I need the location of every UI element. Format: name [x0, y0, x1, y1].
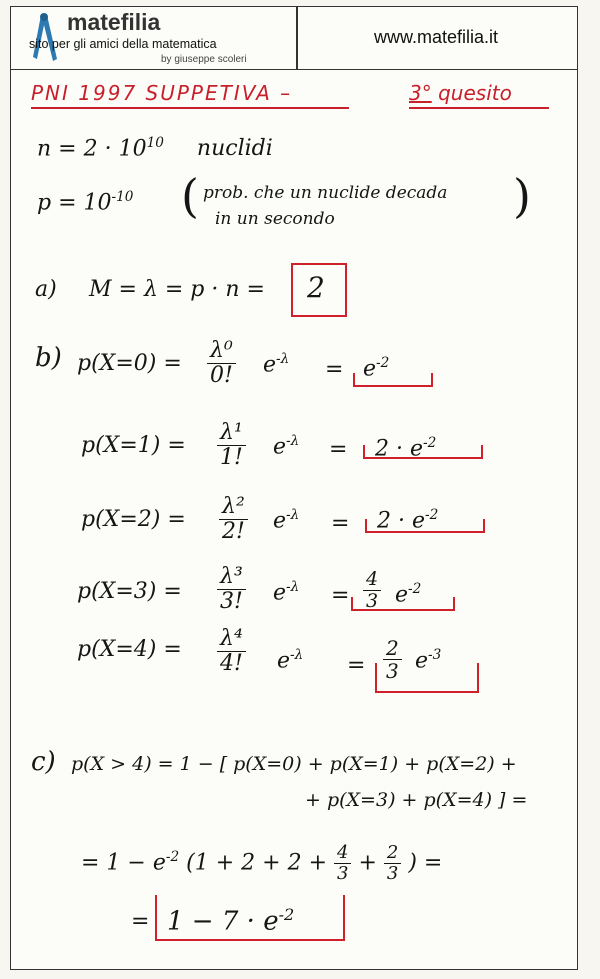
pmf-row-3-fraction — [217, 565, 246, 614]
given-n — [37, 135, 273, 161]
pmf-row-3-lhs: p(X=3) = — [77, 579, 182, 604]
part-a-expr: M = λ = p · n = — [89, 277, 265, 302]
pmf-row-3-den: 3! — [219, 589, 243, 615]
brand-name: matefilia — [67, 9, 161, 35]
pmf-row-1-result-exp: -2 — [423, 435, 437, 451]
pmf-row-0-fraction — [207, 339, 236, 388]
part-c-line-3-plus: + — [358, 850, 377, 876]
pmf-row-1-result-base: 2 · e — [375, 436, 423, 462]
part-c-final-box — [155, 895, 345, 941]
question-ordinal: 3° — [409, 81, 432, 105]
given-p — [37, 189, 133, 215]
pmf-row-4-mid-exp: -λ — [290, 647, 304, 663]
pmf-row-1-eq: = — [329, 437, 348, 462]
pmf-row-2-result-exp: -2 — [425, 507, 439, 523]
part-c-final-base: 1 − 7 · e — [167, 906, 279, 937]
pmf-row-0-lhs: p(X=0) = — [77, 351, 182, 376]
pmf-row-4-result-exp: -3 — [428, 647, 442, 663]
pmf-row-4-result-num: 2 — [383, 637, 402, 660]
pmf-row-4-mid-base: e — [277, 648, 291, 674]
part-c-final-eq: = — [131, 909, 150, 934]
part-b-label: b) — [35, 343, 62, 373]
pmf-row-3-mid-exp: -λ — [286, 579, 300, 595]
pmf-row-4-lhs: p(X=4) = — [77, 637, 182, 662]
part-c-line-3 — [81, 843, 442, 884]
pmf-row-3-num: λ³ — [217, 565, 246, 590]
given-p-note-2: in un secondo — [215, 209, 335, 229]
pmf-row-2-fraction — [219, 495, 248, 544]
pmf-row-3-result-exp: -2 — [408, 581, 422, 597]
pmf-row-4-result-base: e — [415, 648, 429, 674]
site-url[interactable]: www.matefilia.it — [373, 27, 499, 47]
pmf-row-4-den: 4! — [219, 651, 243, 677]
given-n-lhs: n = 2 · 10 — [37, 136, 147, 162]
author-byline: by giuseppe scoleri — [161, 54, 247, 65]
given-p-exp: -10 — [111, 189, 134, 205]
pmf-row-2-mid-exp: -λ — [286, 507, 300, 523]
given-p-note-1: prob. che un nuclide decada — [203, 183, 448, 203]
worksheet — [10, 6, 578, 970]
pmf-row-4-result-den: 3 — [386, 659, 399, 683]
given-p-lhs: p = 10 — [37, 190, 112, 216]
part-c-label: c) — [31, 747, 56, 777]
part-c-line-3-exp: -2 — [165, 848, 180, 865]
pmf-row-1-den: 1! — [219, 445, 243, 471]
pmf-row-4-fraction — [217, 627, 246, 676]
pmf-row-0-den: 0! — [209, 363, 233, 389]
pmf-row-2-mid-base: e — [273, 508, 287, 534]
pmf-row-0-mid-base: e — [263, 352, 277, 378]
header-divider — [296, 7, 298, 69]
part-c-frac-2-den: 3 — [386, 862, 399, 884]
pmf-row-0-eq: = — [325, 357, 344, 382]
site-tagline: sito per gli amici della matematica — [29, 37, 217, 51]
part-c-line-2: + p(X=3) + p(X=4) ] = — [305, 789, 528, 811]
problem-title: PNI 1997 SUPPETIVA – — [31, 81, 293, 105]
pmf-row-1-mid-base: e — [273, 434, 287, 460]
pmf-row-3-underline — [351, 597, 455, 611]
page-header — [11, 7, 577, 70]
pmf-row-0-mid-exp: -λ — [276, 351, 290, 367]
pmf-row-3-result-den: 3 — [366, 589, 379, 612]
question-number — [409, 81, 512, 105]
pmf-row-0-underline — [353, 373, 433, 387]
pmf-row-2-mid — [273, 507, 299, 533]
pmf-row-4-eq: = — [347, 653, 366, 678]
pmf-row-1-mid-exp: -λ — [286, 433, 300, 449]
part-a-label: a) — [35, 277, 57, 302]
question-word: quesito — [438, 81, 512, 105]
part-c-final-exp: -2 — [278, 905, 295, 924]
given-n-exp: 10 — [146, 135, 164, 151]
part-c-frac-1-den: 3 — [337, 862, 349, 884]
pmf-row-4-num: λ⁴ — [217, 627, 246, 652]
pmf-row-0-mid — [263, 351, 289, 377]
pmf-row-1-num: λ¹ — [217, 421, 246, 446]
pmf-row-3-mid-base: e — [273, 580, 287, 606]
pmf-row-3-result-num: 4 — [363, 569, 381, 591]
pmf-row-2-result-base: 2 · e — [377, 508, 425, 534]
pmf-row-1-mid — [273, 433, 299, 459]
part-c-frac-1-num: 4 — [334, 843, 351, 864]
part-c-line-3-b: (1 + 2 + 2 + — [186, 850, 327, 876]
pmf-row-2-eq: = — [331, 511, 350, 536]
note-open-paren: ( — [181, 169, 199, 223]
pmf-row-1-lhs: p(X=1) = — [81, 433, 186, 458]
pmf-row-1-fraction — [217, 421, 246, 470]
note-close-paren: ) — [513, 169, 531, 223]
question-underline — [409, 107, 549, 109]
pmf-row-0-result-base: e — [363, 356, 377, 382]
pmf-row-4-underline — [375, 663, 479, 693]
given-n-unit: nuclidi — [196, 136, 273, 162]
pmf-row-0-result-exp: -2 — [376, 355, 390, 371]
pmf-row-3-result-base: e — [395, 582, 409, 608]
part-a-result: 2 — [307, 271, 325, 304]
part-c-line-3-c: ) = — [408, 850, 443, 876]
pmf-row-2-num: λ² — [219, 495, 248, 520]
pmf-row-1-underline — [363, 445, 483, 459]
part-c-line-3-a: = 1 − e — [81, 850, 166, 876]
pmf-row-2-den: 2! — [221, 519, 245, 545]
part-c-line-1: p(X > 4) = 1 − [ p(X=0) + p(X=1) + p(X=2) + — [71, 753, 517, 775]
part-c-frac-2-num: 2 — [384, 843, 401, 864]
pmf-row-3-mid — [273, 579, 299, 605]
title-underline — [31, 107, 349, 109]
pmf-row-3-eq: = — [331, 583, 350, 608]
pmf-row-2-lhs: p(X=2) = — [81, 507, 186, 532]
pmf-row-4-mid — [277, 647, 303, 673]
pmf-row-0-num: λ⁰ — [207, 339, 236, 364]
pmf-row-2-underline — [365, 519, 485, 533]
